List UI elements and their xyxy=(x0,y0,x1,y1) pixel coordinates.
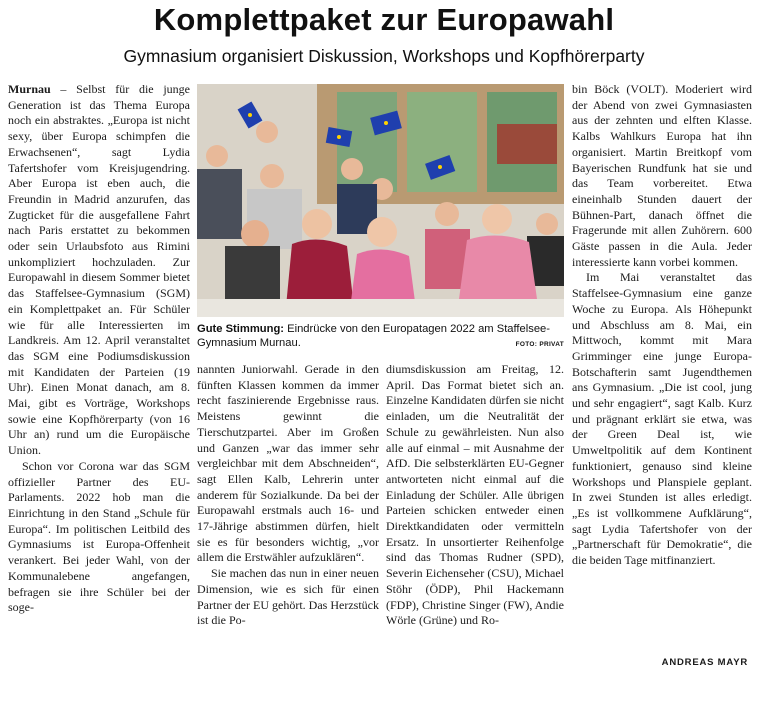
students-group-photo xyxy=(197,84,564,317)
photo-caption xyxy=(197,322,564,350)
caption-lead: Gute Stimmung: xyxy=(197,323,285,335)
text-column-1 xyxy=(8,82,190,616)
caption-text: Eindrücke von den Europatagen 2022 am Staffelsee-Gymnasium Murnau. xyxy=(197,323,551,349)
paragraph: bin Böck (VOLT). Moderiert wird der Abend von zwei Gymnasiasten aus der zehnten und elften Klasse. Kalbs Wahlkurs Europa hat ihn organisiert. Martin Breitkopf vom Bayerischen Rundfunk hat sie und das Team vorbereitet. Etwa eineinhalb Stunden dauert der Bühnen-Part, danach öffnet die Fragerunde mit allen Zuhörern. 600 Gäste passen in die Aula. Jeder interessierte kann vorbei kommen. xyxy=(572,82,752,269)
paragraph-text: – Selbst für die junge Generation ist das Thema Europa noch ein abstraktes. „Europa ist nicht sexy, über Europa schimpfen die Erwachsenen“, sagt Lydia Tafertshofer vom Kreisjugendring. Aber Europa ist eben auch, die Freundin in Madrid anzurufen, das Zugticket für die ausgefallene Fahrt nach Paris erstattet zu bekommen oder sein Urlaubsfoto aus Rimini unkompliziert hochzuladen. Zur Europawahl in diesem Sommer bietet das Staffelsee-Gymnasium (SGM) ein Komplettpaket an. Für Schüler wie für alle Interessierten im Landkreis. Am 12. April veranstaltet das SGM eine Podiumsdiskussion mit Kandidaten der Parteien (19 Uhr). Einen Monat danach, am 8. Mai, gibt es Vorträge, Workshops sowie eine Kopfhörerparty (von 16 Uhr an) rund um die Europäische Union. xyxy=(8,82,190,458)
article-headline: Komplettpaket zur Europawahl xyxy=(153,2,615,37)
article-subheadline: Gymnasium organisiert Diskussion, Workshops und Kopfhörerparty xyxy=(123,46,645,66)
paragraph xyxy=(8,82,190,459)
paragraph: Schon vor Corona war das SGM offizieller Partner des EU-Parlaments. 2022 hob man die Einrichtung in den Stand „Schule für Europa“. Im politischen Leitbild des Gymnasiums ist Europa-Offenheit verankert. Bei jeder Wahl, von der Kommunalebene angefangen, befragen sie ihre Schüler bei der soge- xyxy=(8,458,190,615)
article-photo xyxy=(197,84,564,317)
text-column-4 xyxy=(572,82,752,569)
article-author: ANDREAS MAYR xyxy=(661,657,748,668)
text-column-3 xyxy=(386,362,564,629)
paragraph: Im Mai veranstaltet das Staffelsee-Gymnasium eine ganze Woche zu Europa. Als Höhepunkt und Abschluss am 8. Mai, ein Mittwoch, kommt mit Mara Grimminger eine junge Europa-Botschafterin samt Jugendthemen ans Gymnasium. „Die ist cool, jung und sehr engagiert“, sagt Kalb. Kurz und prägnant erklärt sie etwa, was der Green Deal ist, wie Umweltpolitik auf dem Kontinent funktioniert, genauso sind kleine Workshops und Planspiele geplant. In zwei Stunden ist alles erledigt. „Es ist vollkommene Aufklärung“, sagt Lydia Tafertshofer von der „Partnerschaft für Demokratie“, die die beiden Tage mitfinanziert. xyxy=(572,270,752,568)
dateline: Murnau xyxy=(8,82,51,96)
photo-credit: FOTO: PRIVAT xyxy=(515,341,564,348)
paragraph: diumsdiskussion am Freitag, 12. April. Das Format bietet sich an. Einzelne Kandidaten dürfen sie nicht einladen, um die Neutralität der Schule zu gewährleisten. Nun also alle auf einmal – mit Ausnahme der AfD. Die selbsterklärten EU-Gegner antworteten nicht einmal auf die Einladung der Schüler. Alle übrigen Parteien schicken entweder einen Direktkandidaten oder vermitteln Ersatz. In unsortierter Reihenfolge sind das Thomas Rudner (SPD), Severin Eichenseher (CSU), Michael Stöhr (ÖDP), Phil Hackemann (FDP), Christine Singer (FW), Andie Wörle (Grüne) und Ro- xyxy=(386,362,564,628)
paragraph: Sie machen das nun in einer neuen Dimension, wie es sich für einen Partner der EU gehört. Das Herzstück ist die Po- xyxy=(197,566,379,628)
text-column-2 xyxy=(197,362,379,629)
paragraph: nannten Juniorwahl. Gerade in den fünften Klassen kommen da immer recht faszinierende Ergebnisse raus. Meistens gewinnt die Tierschutzpartei. Aber im Großen und Ganzen „war das immer sehr vergleichbar mit dem Abschneiden“, sagt Ellen Kalb, Lehrerin unter anderem für Sozialkunde. Da bei der Europawahl erstmals auch 16- und 17-Jährige abstimmen dürfen, hielt sie es für besonders wichtig, „vor allem die Erstwähler aufzuklären“. xyxy=(197,362,379,565)
